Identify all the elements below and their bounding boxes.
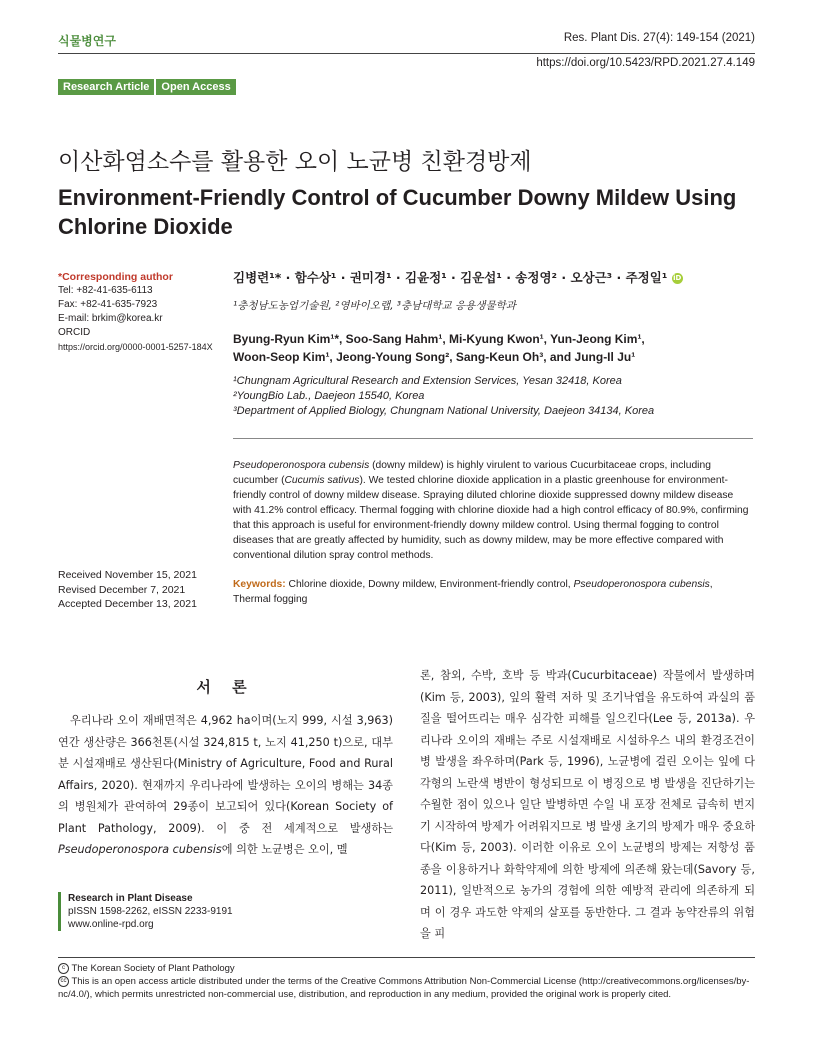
keywords-label: Keywords: bbox=[233, 579, 286, 590]
keywords-species: Pseudoperonospora cubensis bbox=[573, 579, 710, 590]
body-col1-b: 에 의한 노균병은 오이, 멜 bbox=[221, 843, 348, 856]
authors-ko bbox=[233, 268, 683, 286]
research-article-badge: Research Article bbox=[58, 79, 154, 95]
body-col1-species: Pseudoperonospora cubensis bbox=[58, 843, 222, 856]
body-col1-a: 우리나라 오이 재배면적은 4,962 ha이며(노지 999, 시설 3,963) 연간 생산량은 366천톤(시설 324,815 t, 노지 41,250 t)으로, 대부분 시설재배로 생산된다(Ministry of Agriculture, Food and Rural Affairs, 2020). 현재까지 우리나라에 발생하는 오이의 병해는 34종의 병원체가 관여하여 29종이 보고되어 있다(Korean Society of Plant Pathology, 2009). 이 중 전 세계적으로 발생하는 bbox=[58, 714, 393, 835]
corresponding-author-label: *Corresponding author bbox=[58, 271, 173, 283]
authors-en bbox=[233, 330, 753, 366]
orcid-url[interactable]: https://orcid.org/0000-0001-5257-184X bbox=[58, 342, 213, 352]
citation: Res. Plant Dis. 27(4): 149-154 (2021) bbox=[563, 32, 755, 44]
affiliations-en bbox=[233, 374, 753, 419]
revised-date: Revised December 7, 2021 bbox=[58, 583, 186, 596]
body-column-1 bbox=[58, 710, 393, 861]
keywords-tail: , Thermal fogging bbox=[233, 579, 713, 605]
authors-ko-text: 김병련¹* · 함수상¹ · 권미경¹ · 김윤정¹ · 김운섭¹ · 송정영² · 오상근³ · 주정일¹ bbox=[233, 270, 668, 285]
doi-link[interactable]: https://doi.org/10.5423/RPD.2021.27.4.149 bbox=[536, 57, 755, 69]
affiliations-ko: ¹충청남도농업기술원, ²영바이오랩, ³충남대학교 응용생물학과 bbox=[233, 300, 516, 312]
affiliation-3: ³Department of Applied Biology, Chungnam National University, Daejeon 34134, Korea bbox=[233, 405, 655, 417]
article-badges bbox=[58, 79, 236, 95]
abstract-species: Pseudoperonospora cubensis bbox=[233, 460, 370, 471]
fax: Fax: +82-41-635-7923 bbox=[58, 299, 158, 310]
article-dates bbox=[58, 568, 197, 612]
copyright-icon: c bbox=[58, 963, 69, 974]
journal-info-box bbox=[58, 892, 233, 931]
keywords-text: Chlorine dioxide, Downy mildew, Environment-friendly control, bbox=[285, 579, 574, 590]
section-title: 서 론 bbox=[196, 678, 255, 696]
abstract-rule bbox=[233, 438, 753, 439]
header-rule bbox=[58, 53, 755, 54]
title-ko: 이산화염소수를 활용한 오이 노균병 친환경방제 bbox=[58, 149, 532, 175]
copyright-text: The Korean Society of Plant Pathology bbox=[71, 963, 235, 974]
journal-issn: pISSN 1598-2262, eISSN 2233-9191 bbox=[68, 906, 233, 917]
accepted-date: Accepted December 13, 2021 bbox=[58, 598, 197, 610]
orcid-label: ORCID bbox=[58, 327, 91, 338]
keywords bbox=[233, 577, 753, 607]
tel: Tel: +82-41-635-6113 bbox=[58, 285, 153, 296]
journal-url[interactable]: www.online-rpd.org bbox=[68, 919, 154, 930]
authors-en-line2: Woon-Seop Kim¹, Jeong-Young Song², Sang-Keun Oh³, and Jung-Il Ju¹ bbox=[233, 350, 636, 364]
received-date: Received November 15, 2021 bbox=[58, 569, 197, 581]
email[interactable]: E-mail: brkim@korea.kr bbox=[58, 313, 163, 324]
footer bbox=[58, 962, 758, 1001]
title-en: Environment-Friendly Control of Cucumber Downy Mildew Using Chlorine Dioxide bbox=[58, 185, 737, 239]
abstract-text-1: (downy mildew) is highly virulent to various Cucurbitaceae crops, including cucumber ( bbox=[233, 460, 711, 486]
abstract-text-2: ). We tested chlorine dioxide application in a plastic greenhouse for environment-friendly control of downy mildew disease. Spraying diluted chlorine dioxide suppressed downy mildew disease with 41.2% control efficacy. Thermal fogging with chlorine dioxide had a high control efficacy of 80.9%, confirming that this approach is useful for environment-friendly downy mildew control. Using thermal fogging to control diseases that are greatly affected by humidity, such as downy mildew, may be more effective compared with conventional dilution spray control methods. bbox=[233, 475, 749, 561]
authors-en-line1: Byung-Ryun Kim¹*, Soo-Sang Hahm¹, Mi-Kyung Kwon¹, Yun-Jeong Kim¹, bbox=[233, 332, 645, 346]
abstract-species-2: Cucumis sativus bbox=[284, 475, 360, 486]
abstract bbox=[233, 458, 753, 563]
affiliation-1: ¹Chungnam Agricultural Research and Extension Services, Yesan 32418, Korea bbox=[233, 375, 622, 387]
open-access-badge: Open Access bbox=[156, 79, 235, 95]
license-text: This is an open access article distributed under the terms of the Creative Commons Attribution Non-Commercial License (http://creativecommons.org/licenses/by-nc/4.0/), which permits unrestricted non-commercial use, distribution, and reproduction in any medium, provided the original work is properly cited. bbox=[58, 976, 750, 1000]
footer-rule bbox=[58, 957, 755, 958]
affiliation-2: ²YoungBio Lab., Daejeon 15540, Korea bbox=[233, 390, 425, 402]
correspondence-block bbox=[58, 270, 228, 354]
journal-title: Research in Plant Disease bbox=[68, 893, 193, 904]
body-column-2: 론, 참외, 수박, 호박 등 박과(Cucurbitaceae) 작물에서 발생하며(Kim 등, 2003), 잎의 활력 저하 및 조기낙엽을 유도하여 과실의 품질을 떨어뜨리는 매우 심각한 피해를 일으킨다(Lee 등, 2013a). 우리나라 오이의 재배는 주로 시설재배로 시설하우스 내의 환경조건이 병 발생을 좌우하며(Park 등, 1996), 노균병에 걸린 오이는 잎에 다각형의 노란색 병반이 형성되므로 이 병징으로 병 발생을 진단하기는 수월한 점이 있으나 일단 발병하면 수일 내 포장 전체로 급속히 번지기 시작하여 방제가 어려워지므로 병 발생 초기의 방제가 매우 중요하다(Kim 등, 2003). 이러한 이유로 오이 노균병의 방제는 저항성 품종을 이용하거나 화학약제에 의한 방제에 의존해 왔는데(Savory 등, 2011), 일반적으로 농가의 경험에 의한 예방적 관리에 의존하게 되며 이 경우 과도한 약제의 살포를 동반한다. 그 결과 농약잔류의 위험을 피 bbox=[420, 669, 755, 940]
orcid-icon[interactable]: iD bbox=[673, 274, 682, 282]
creative-commons-icon: cc bbox=[58, 976, 69, 987]
journal-name-ko: 식물병연구 bbox=[58, 34, 116, 48]
